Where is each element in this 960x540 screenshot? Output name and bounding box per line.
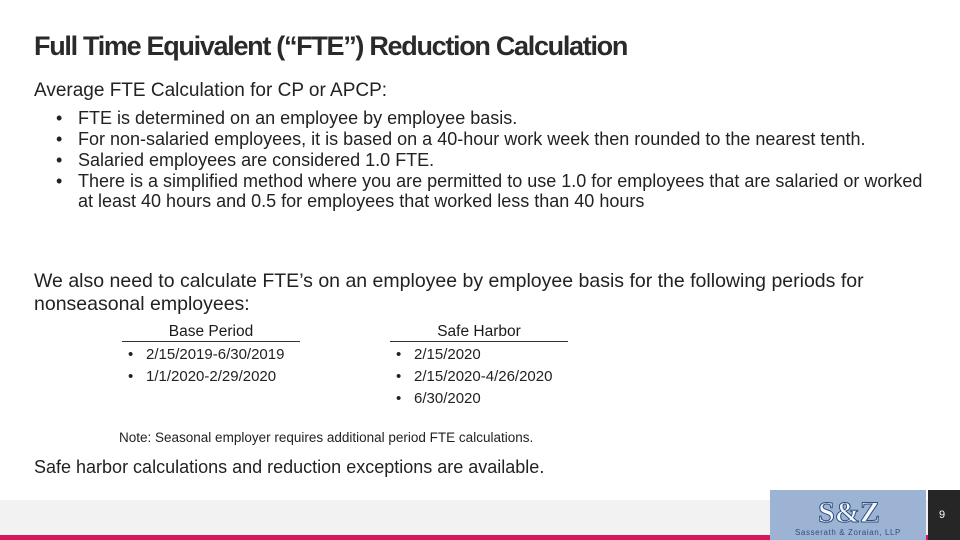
sz-logo-icon (818, 496, 880, 526)
list-item: • 2/15/2020 (390, 344, 568, 366)
page-number-box (928, 490, 960, 540)
safe-harbor-list (390, 344, 568, 410)
svg-text:S&Z: S&Z (818, 496, 880, 526)
list-item: • For non-salaried employees, it is based on a 40-hour work week then rounded to the nearest tenth. (56, 129, 936, 149)
seasonal-note: Note: Seasonal employer requires additional period FTE calculations. (119, 430, 534, 445)
fte-intro-heading: Average FTE Calculation for CP or APCP: (34, 80, 388, 101)
list-item: • FTE is determined on an employee by employee basis. (56, 108, 936, 128)
company-logo (770, 490, 926, 540)
periods-intro-paragraph: We also need to calculate FTE’s on an employee by employee basis for the following periods for nonseasonal employees: (34, 270, 864, 315)
closing-statement: Safe harbor calculations and reduction exceptions are available. (34, 457, 545, 477)
safe-harbor-column (390, 322, 568, 410)
safe-harbor-heading: Safe Harbor (390, 322, 568, 342)
page-number: 9 (938, 509, 946, 521)
list-item: • Salaried employees are considered 1.0 FTE. (56, 150, 936, 170)
list-item: • 1/1/2020-2/29/2020 (122, 366, 300, 388)
base-period-heading: Base Period (122, 322, 300, 342)
base-period-column (122, 322, 300, 388)
list-item: • 2/15/2019-6/30/2019 (122, 344, 300, 366)
list-item: • There is a simplified method where you are permitted to use 1.0 for employees that are salaried or worked at least 40 hours and 0.5 for employees that worked less than 40 hours (56, 171, 936, 211)
list-item: • 6/30/2020 (390, 388, 568, 410)
fte-bullet-list (56, 108, 936, 212)
company-name: Sasserath & Zoraian, LLP (794, 528, 901, 537)
page-title: Full Time Equivalent (“FTE”) Reduction Calculation (34, 31, 628, 61)
base-period-list (122, 344, 300, 388)
list-item: • 2/15/2020-4/26/2020 (390, 366, 568, 388)
